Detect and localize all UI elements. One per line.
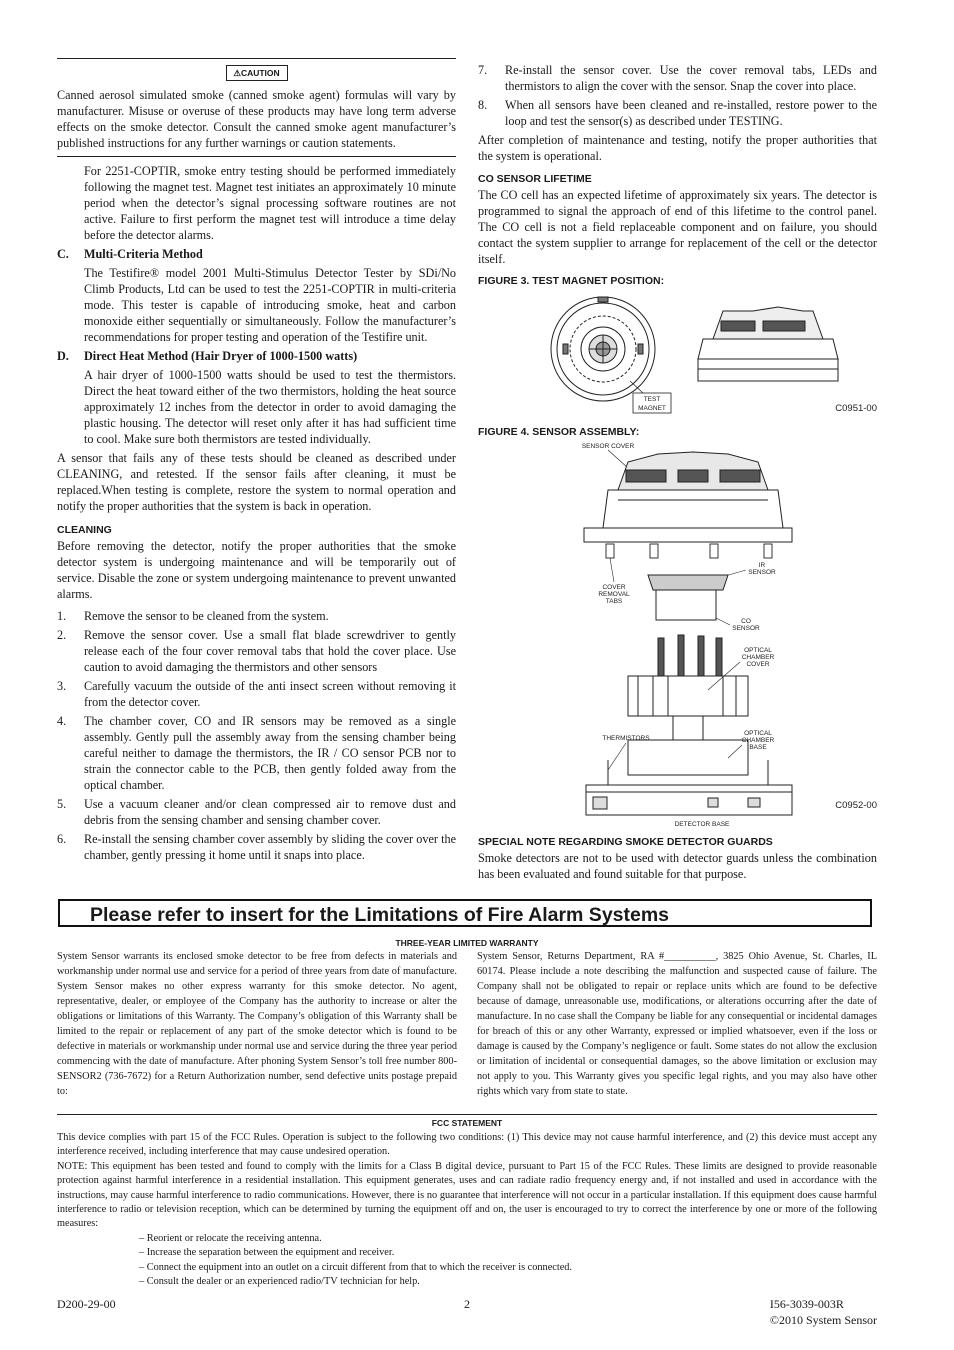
label-occ-2: CHAMBER [741,654,775,661]
figure3-code: C0951-00 [835,403,877,414]
caution-box [57,58,456,157]
label-tabs-2: REMOVAL [598,591,630,598]
warranty-column-2: System Sensor, Returns Department, RA #__________, 3825 Ohio Avenue, St. Charles, IL 60174. Please include a note describing the malfunction and suspected cause of failure. The Company shall not be obligated to repair or replace units which are found to be defective because of damage, unreasonable use, modifications, or alterations occurring after the date of manufacture. In no case shall the Company be liable for any consequential or incidental damages for breach of this or any other Warranty, expressed or implied whatsoever, even if the loss or damage is caused by the Company’s negligence or fault. Some states do not allow the exclusion or limitation of incidental or consequential damages, so the above limitation or exclusion may not apply to you. This Warranty gives you specific legal rights, and you may also have other rights which vary from state to state. [477,951,878,1097]
warranty-column-1: System Sensor warrants its enclosed smoke detector to be free from defects in materials and workmanship under normal use and service for a period of three years from date of manufacture. System Sensor makes no other express warranty for this smoke detector. No agent, representative, dealer, or employee of the Company has the authority to increase or alter the obligations or limitations of this Warranty. The Company’s obligation of this Warranty shall be limited to the repair or replacement of any part of the smoke detector which is found to be defective in materials or workmanship under normal use and service during the three year period commencing with the date of manufacture. After phoning System Sensor’s toll free number 800-SENSOR2 (736-7672) for a Return Authorization number, send defective units postage prepaid to: [57,951,457,1097]
guards-heading: SPECIAL NOTE REGARDING SMOKE DETECTOR GUARDS [478,836,773,848]
footer-doc-info [770,1296,877,1328]
label-ocb-3: BASE [749,744,767,751]
right-column [478,58,877,882]
label-ir-1: IR [758,562,766,569]
label-tabs-1: COVER [602,584,626,591]
section-c-heading: C. Multi-Criteria Method [57,247,203,261]
list-item: 7. Re-install the sensor cover. Use the cover removal tabs, LEDs and thermistors to align the cover with the sensor. Snap the cover into place. [478,63,877,93]
fail-paragraph: A sensor that fails any of these tests should be cleaned as described under CLEANING, and retested. If the sensor fails after cleaning, it must be replaced.When testing is complete, restore the system to normal operation and notify the proper authorities that the system is back in operation. [57,451,456,513]
label-ocb-1: OPTICAL [744,730,772,737]
cleaning-heading: CLEANING [57,524,112,536]
cleaning-steps-continued [478,62,877,129]
fcc-paragraph-1: This device complies with part 15 of the FCC Rules. Operation is subject to the following two conditions: (1) This device may not cause harmful interference, and (2) this device must accept any interference received, including interference that may cause undesired operation. [57,1132,877,1158]
label-ocb-2: CHAMBER [741,737,775,744]
limitations-banner: Please refer to insert for the Limitations of Fire Alarm Systems [58,899,872,927]
test-magnet-label-2: MAGNET [638,405,666,412]
warranty-heading: THREE-YEAR LIMITED WARRANTY [395,938,539,948]
fcc-measure: – Consult the dealer or an experienced radio/TV technician for help. [139,1276,420,1288]
list-item: 3. Carefully vacuum the outside of the anti insect screen without removing it from the detector cover. [57,679,456,709]
test-magnet-label-1: TEST [643,396,661,403]
warning-triangle-icon: ⚠ [233,68,241,78]
doc-number: I56-3039-003R [769,1297,844,1311]
co-lifetime-heading: CO SENSOR LIFETIME [478,173,592,185]
label-ir-2: SENSOR [748,569,776,576]
section-c-paragraph: The Testifire® model 2001 Multi-Stimulus Detector Tester by SDi/No Climb Products, Ltd can be used to test the 2251-COPTIR in multi-criteria mode. This tester is capable of introducing smoke, heat and carbon monoxide either sequentially or simultaneously. Follow the manufacturer’s recommendations for proper testing and operation of the Testifire unit. [84,266,456,344]
caution-text: Canned aerosol simulated smoke (canned smoke agent) formulas will vary by manufacturer. Misuse or overuse of these products may have long term adverse effects on the smoke detector. Consult the canned smoke agent manufacturer’s published instructions for any further warnings or caution statements. [57,88,456,150]
optical-chamber-base [628,716,748,775]
label-occ-1: OPTICAL [744,647,772,654]
ir-co-sensor-board [648,575,728,620]
label-thermistors: THERMISTORS [602,735,650,742]
label-detector-base: DETECTOR BASE [674,821,730,828]
cover-removal-tabs [606,544,772,558]
label-sensor-cover: SENSOR COVER [581,443,635,450]
sensor-cover [584,452,792,542]
label-co-1: CO [741,618,751,625]
list-item: 8. When all sensors have been cleaned and re-installed, restore power to the loop and test the sensor(s) as described under TESTING. [478,98,877,128]
figure3-title: FIGURE 3. TEST MAGNET POSITION: [478,275,665,287]
label-tabs-3: TABS [605,598,623,605]
warranty-section [57,937,877,1099]
cleaning-steps [57,608,456,863]
label-occ-3: COVER [746,661,770,668]
list-item: 6. Re-install the sensing chamber cover assembly by sliding the cover over the chamber, gently pressing it home until it snaps into place. [57,832,456,862]
list-item: 4. The chamber cover, CO and IR sensors may be removed as a single assembly. Gently pull the assembly away from the sensing chamber being careful neither to damage the thermistors, the IR / CO sensor PCB nor to strain the connector cable to the PCB, then gently folded away from the optical chamber. [57,714,456,792]
figure3-test-magnet-diagram [478,289,877,419]
after-paragraph: After completion of maintenance and testing, notify the proper authorities that the system is operational. [478,133,877,163]
figure4-title: FIGURE 4. SENSOR ASSEMBLY: [478,426,640,438]
detector-side-view [698,307,838,381]
copyright: ©2010 System Sensor [769,1313,877,1327]
coptir-paragraph: For 2251-COPTIR, smoke entry testing should be performed immediately following the magnet test. Magnet test initiates an approximately 10 minute period when the detector’s signal processing software routines are not active. Failure to first perform the magnet test will introduce a time delay before the detector alarms. [84,164,456,242]
co-lifetime-paragraph: The CO cell has an expected lifetime of approximately six years. The detector is programmed to signal the approach of end of this lifetime to the control panel. The CO cell is not a field replaceable component and on failure, you should contact the system supplier to arrange for replacement of the cell or the detector itself. [478,188,877,266]
fcc-section [57,1114,877,1289]
optical-chamber-cover [628,635,748,716]
list-item: 2. Remove the sensor cover. Use a small flat blade screwdriver to gently release each of the four cover removal tabs that hold the cover place. Use caution to avoid damaging the thermistors and other sensors [57,628,456,674]
page-number: 2 [464,1297,470,1311]
label-co-2: SENSOR [732,625,760,632]
detector-bottom-view [551,297,655,401]
caution-badge [226,65,288,81]
figure4-sensor-assembly-diagram [478,440,877,830]
list-item: 1. Remove the sensor to be cleaned from the system. [57,609,329,623]
guards-paragraph: Smoke detectors are not to be used with detector guards unless the combination has been evaluated and found suitable for that purpose. [478,851,877,881]
cleaning-intro: Before removing the detector, notify the proper authorities that the smoke detector system is undergoing maintenance and will be temporarily out of service. Disable the zone or system undergoing maintenance to prevent unwanted alarms. [57,539,456,601]
figure4-code: C0952-00 [835,800,877,811]
caution-label: CAUTION [240,68,280,78]
fcc-measure: – Connect the equipment into an outlet on a circuit different from that to which the receiver is connected. [139,1261,572,1273]
fcc-measure: – Reorient or relocate the receiving antenna. [139,1232,322,1244]
section-d-heading: D. Direct Heat Method (Hair Dryer of 1000-1500 watts) [57,349,358,363]
list-item: 5. Use a vacuum cleaner and/or clean compressed air to remove dust and debris from the sensing chamber and sensing chamber cover. [57,797,456,827]
fcc-paragraph-2: NOTE: This equipment has been tested and found to comply with the limits for a Class B digital device, pursuant to Part 15 of the FCC Rules. These limits are designed to provide reasonable protection against harmful interference in a residential installation. This equipment generates, uses and can radiate radio frequency energy and, if not installed and used in accordance with the instructions, may cause harmful interference to radio communications. However, there is no guarantee that interference will not occur in a particular installation. If this equipment does cause harmful interference to radio or television reception, which can be determined by turning the equipment off and on, the user is encouraged to try to correct the interference by one or more of the following measures: [57,1160,877,1230]
fcc-measure: – Increase the separation between the equipment and receiver. [139,1247,395,1259]
section-d-paragraph: A hair dryer of 1000-1500 watts should be used to test the thermistors. Direct the heat toward either of the two thermistors, holding the heat source approximately 12 inches from the detector in order to avoid damaging the plastic housing. The detector will reset only after it has had sufficient time to cool. Make sure both thermistors are tested individually. [84,368,456,446]
left-column [57,58,456,866]
fcc-heading: FCC STATEMENT [431,1118,503,1128]
footer-form-number: D200-29-00 [57,1297,116,1311]
